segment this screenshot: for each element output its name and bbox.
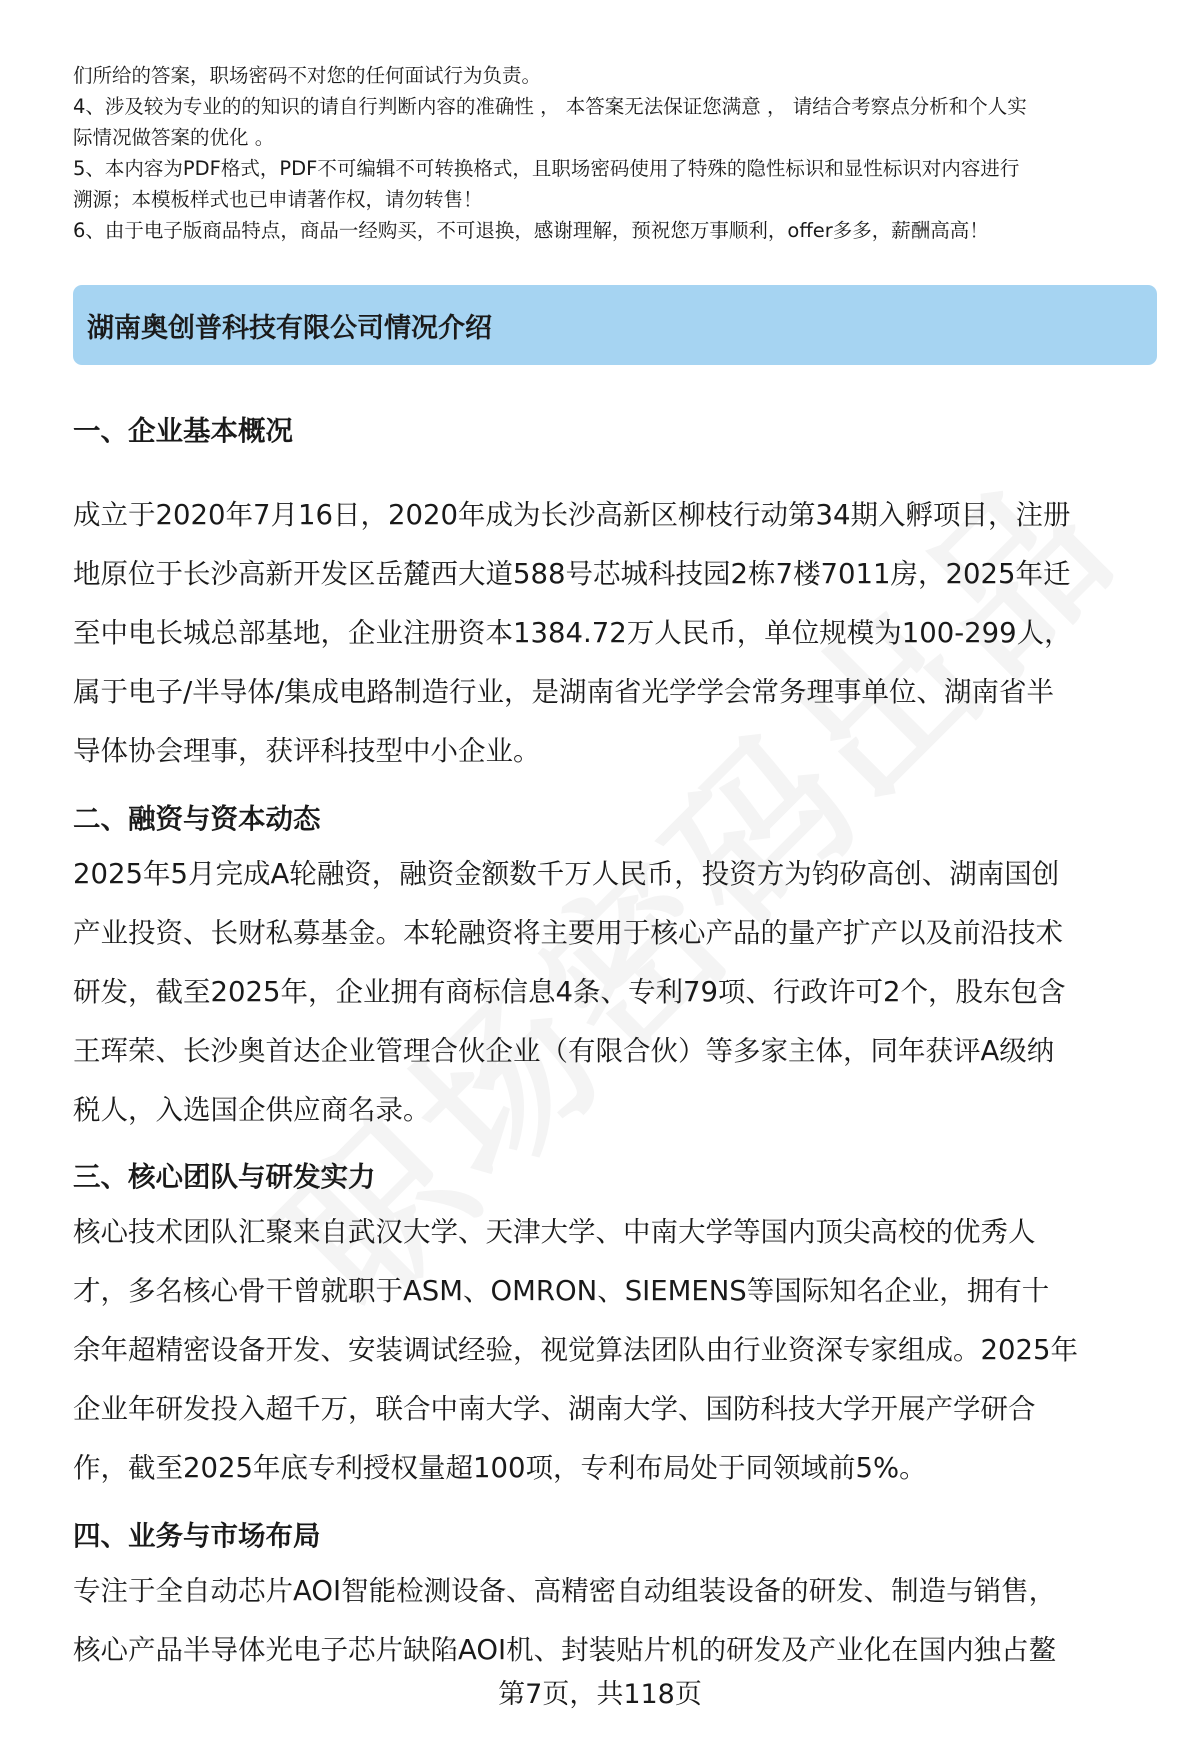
note-line: 溯源；本模板样式也已申请著作权，请勿转售！	[73, 188, 483, 211]
note-line: 6、由于电子版商品特点，商品一经购买，不可退换，感谢理解，预祝您万事顺利，offer多多，薪酬高高！	[73, 219, 989, 242]
paragraph-team	[73, 1203, 1078, 1498]
note-line: 们所给的答案，职场密码不对您的任何面试行为负责。	[73, 64, 542, 87]
section-heading-business: 四、业务与市场布局	[73, 1520, 321, 1552]
paragraph-line: 属于电子/半导体/集成电路制造行业，是湖南省光学学会常务理事单位、湖南省半	[73, 676, 1055, 708]
page-number: 第7页，共118页	[498, 1679, 702, 1710]
paragraph-line: 才，多名核心骨干曾就职于ASM、OMRON、SIEMENS等国际知名企业，拥有十	[73, 1275, 1050, 1307]
section-banner	[73, 285, 1157, 365]
section-heading-team: 三、核心团队与研发实力	[73, 1161, 376, 1193]
paragraph-line: 导体协会理事，获评科技型中小企业。	[73, 735, 541, 767]
paragraph-line: 产业投资、长财私募基金。本轮融资将主要用于核心产品的量产扩产以及前沿技术	[73, 917, 1063, 949]
paragraph-line: 作，截至2025年底专利授权量超100项，专利布局处于同领域前5%。	[73, 1452, 927, 1484]
paragraph-business	[73, 1562, 1056, 1680]
section-heading-financing: 二、融资与资本动态	[73, 803, 321, 835]
paragraph-line: 地原位于长沙高新开发区岳麓西大道588号芯城科技园2栋7楼7011房，2025年迁	[73, 558, 1071, 590]
paragraph-line: 余年超精密设备开发、安装调试经验，视觉算法团队由行业资深专家组成。2025年	[73, 1334, 1078, 1366]
paragraph-line: 核心产品半导体光电子芯片缺陷AOI机、封装贴片机的研发及产业化在国内独占鳌	[73, 1634, 1057, 1666]
paragraph-basic-overview	[73, 486, 1072, 781]
paragraph-line: 核心技术团队汇聚来自武汉大学、天津大学、中南大学等国内顶尖高校的优秀人	[73, 1216, 1036, 1248]
banner-title: 湖南奥创普科技有限公司情况介绍	[87, 312, 492, 344]
paragraph-line: 研发，截至2025年，企业拥有商标信息4条、专利79项、行政许可2个，股东包含	[73, 976, 1066, 1008]
note-line: 5、本内容为PDF格式，PDF不可编辑不可转换格式，且职场密码使用了特殊的隐性标识和显性标识对内容进行	[73, 157, 1020, 180]
paragraph-line: 成立于2020年7月16日，2020年成为长沙高新区柳枝行动第34期入孵项目，注册	[73, 499, 1071, 531]
paragraph-line: 税人，入选国企供应商名录。	[73, 1094, 431, 1126]
notes-block	[73, 60, 1153, 246]
paragraph-line: 专注于全自动芯片AOI智能检测设备、高精密自动组装设备的研发、制造与销售，	[73, 1575, 1057, 1607]
paragraph-line: 2025年5月完成A轮融资，融资金额数千万人民币，投资方为钧矽高创、湖南国创	[73, 858, 1060, 890]
paragraph-line: 王珲荣、长沙奥首达企业管理合伙企业（有限合伙）等多家主体，同年获评A级纳	[73, 1035, 1055, 1067]
section-heading-basic-overview: 一、企业基本概况	[73, 415, 293, 447]
note-line: 4、涉及较为专业的的知识的请自行判断内容的准确性 ， 本答案无法保证您满意 ， 请结合考察点分析和个人实	[73, 95, 1027, 118]
paragraph-financing	[73, 845, 1065, 1140]
paragraph-line: 至中电长城总部基地，企业注册资本1384.72万人民币，单位规模为100-299人，	[73, 617, 1072, 649]
note-line: 际情况做答案的优化 。	[73, 126, 275, 149]
paragraph-line: 企业年研发投入超千万，联合中南大学、湖南大学、国防科技大学开展产学研合	[73, 1393, 1036, 1425]
